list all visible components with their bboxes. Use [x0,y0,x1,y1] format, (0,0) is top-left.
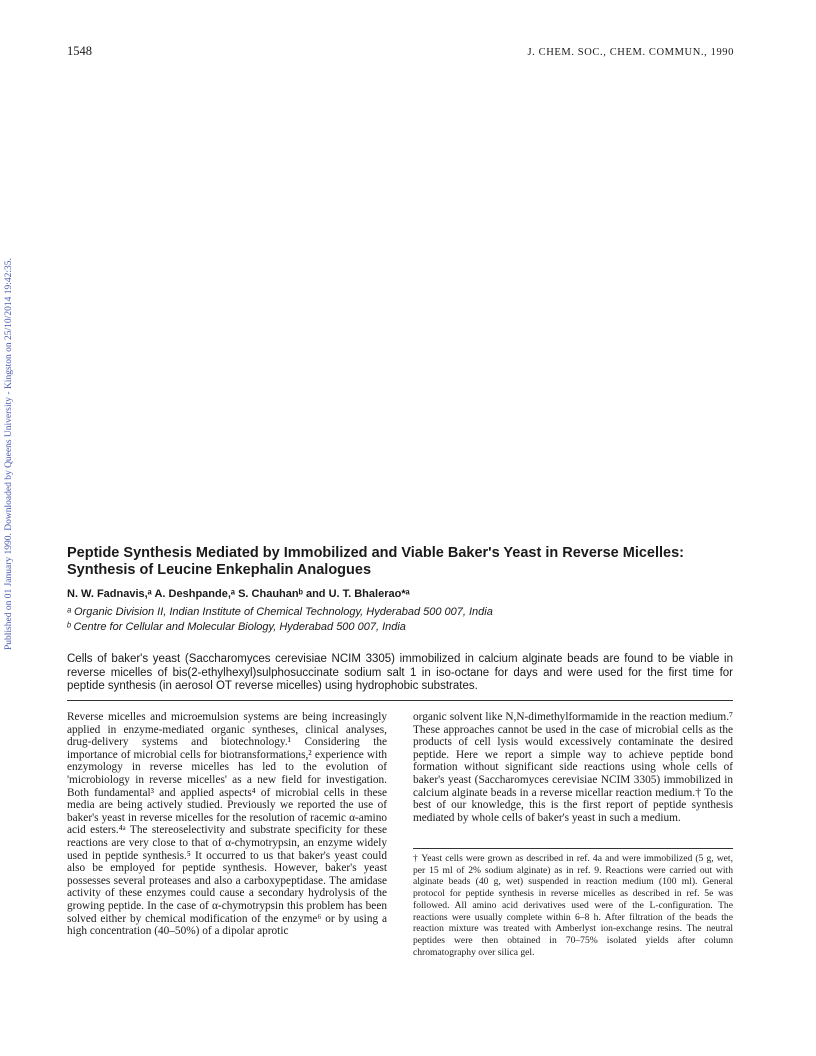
footnote-divider [413,848,733,849]
affiliation-a: ᵃ Organic Division II, Indian Institute of Chemical Technology, Hyderabad 500 007, India [67,606,493,618]
page-number: 1548 [67,44,92,58]
body-column-right: organic solvent like N,N-dimethylformamide in the reaction medium.⁷ These approaches cannot be used in the case of microbial cells as the products of cell lysis would excessively contaminate the desired peptide. Here we report a simple way to achieve peptide bond formation without significant side reactions using whole cells of baker's yeast (Saccharomyces cerevisiae NCIM 3305) immobilized in calcium alginate beads in a reverse micellar reaction medium.† To the best of our knowledge, this is the first report of peptide synthesis mediated by whole cells of baker's yeast in such a medium. [413,711,733,824]
article-title: Peptide Synthesis Mediated by Immobilized and Viable Baker's Yeast in Reverse Micelles: Synthesis of Leucine Enkephalin Analogues [67,545,684,578]
affiliation-b: ᵇ Centre for Cellular and Molecular Biology, Hyderabad 500 007, India [67,621,406,633]
abstract-divider [67,700,733,701]
download-stamp[interactable]: Published on 01 January 1990. Downloaded by Queens University - Kingston on 25/10/2014 19:42:35. [4,258,14,650]
body-column-left: Reverse micelles and microemulsion systems are being increasingly applied in enzyme-mediated organic syntheses, clinical analyses, drug-delivery systems and biotechnology.¹ Considering the importance of microbial cells for biotransformations,² experience with enzymology in reverse micelles has led to the evolution of 'microbiology in reverse micelles' as a new field for investigation. Both fundamental³ and applied aspects⁴ of microbial cells in these media are being actively studied. Previously we reported the use of baker's yeast in reverse micelles for the resolution of racemic α-amino acid esters.⁴ᵃ The stereoselectivity and substrate specificity for these reactions are very close to that of α-chymotrypsin, an enzyme widely used in peptide synthesis.⁵ It occurred to us that baker's yeast could also be employed for peptide synthesis. However, baker's yeast possesses several proteases and also a carboxypeptidase. The amidase activity of these enzymes could cause a secondary hydrolysis of the growing peptide. In the case of α-chymotrypsin this problem has been solved either by chemical modification of the enzyme⁶ or by using a high concentration (40–50%) of a dipolar aprotic [67,711,387,938]
author-list: N. W. Fadnavis,ᵃ A. Deshpande,ᵃ S. Chauhanᵇ and U. T. Bhalerao*ᵃ [67,588,410,600]
footnote: † Yeast cells were grown as described in ref. 4a and were immobilized (5 g, wet, per 15 ml of 2% sodium alginate) as in ref. 9. Reactions were carried out with alginate beads (40 g, wet) suspended in reaction medium (100 ml). General protocol for peptide synthesis in reverse micelles as described in ref. 5e was followed. All amino acid derivatives used were of the L-configuration. The reactions were usually complete within 6–8 h. After filtration of the beads the reaction mixture was treated with Amberlyst ion-exchange resins. The neutral peptides were then obtained in 70–75% isolated yields after column chromatography over silica gel. [413,853,733,958]
abstract: Cells of baker's yeast (Saccharomyces cerevisiae NCIM 3305) immobilized in calcium alginate beads are found to be viable in reverse micelles of bis(2-ethylhexyl)sulphosuccinate sodium salt 1 in iso-octane for days and were used for the first time for peptide synthesis (in aerosol OT reverse micelles) using hydrophobic substrates. [67,653,733,692]
journal-header: J. CHEM. SOC., CHEM. COMMUN., 1990 [527,47,734,58]
